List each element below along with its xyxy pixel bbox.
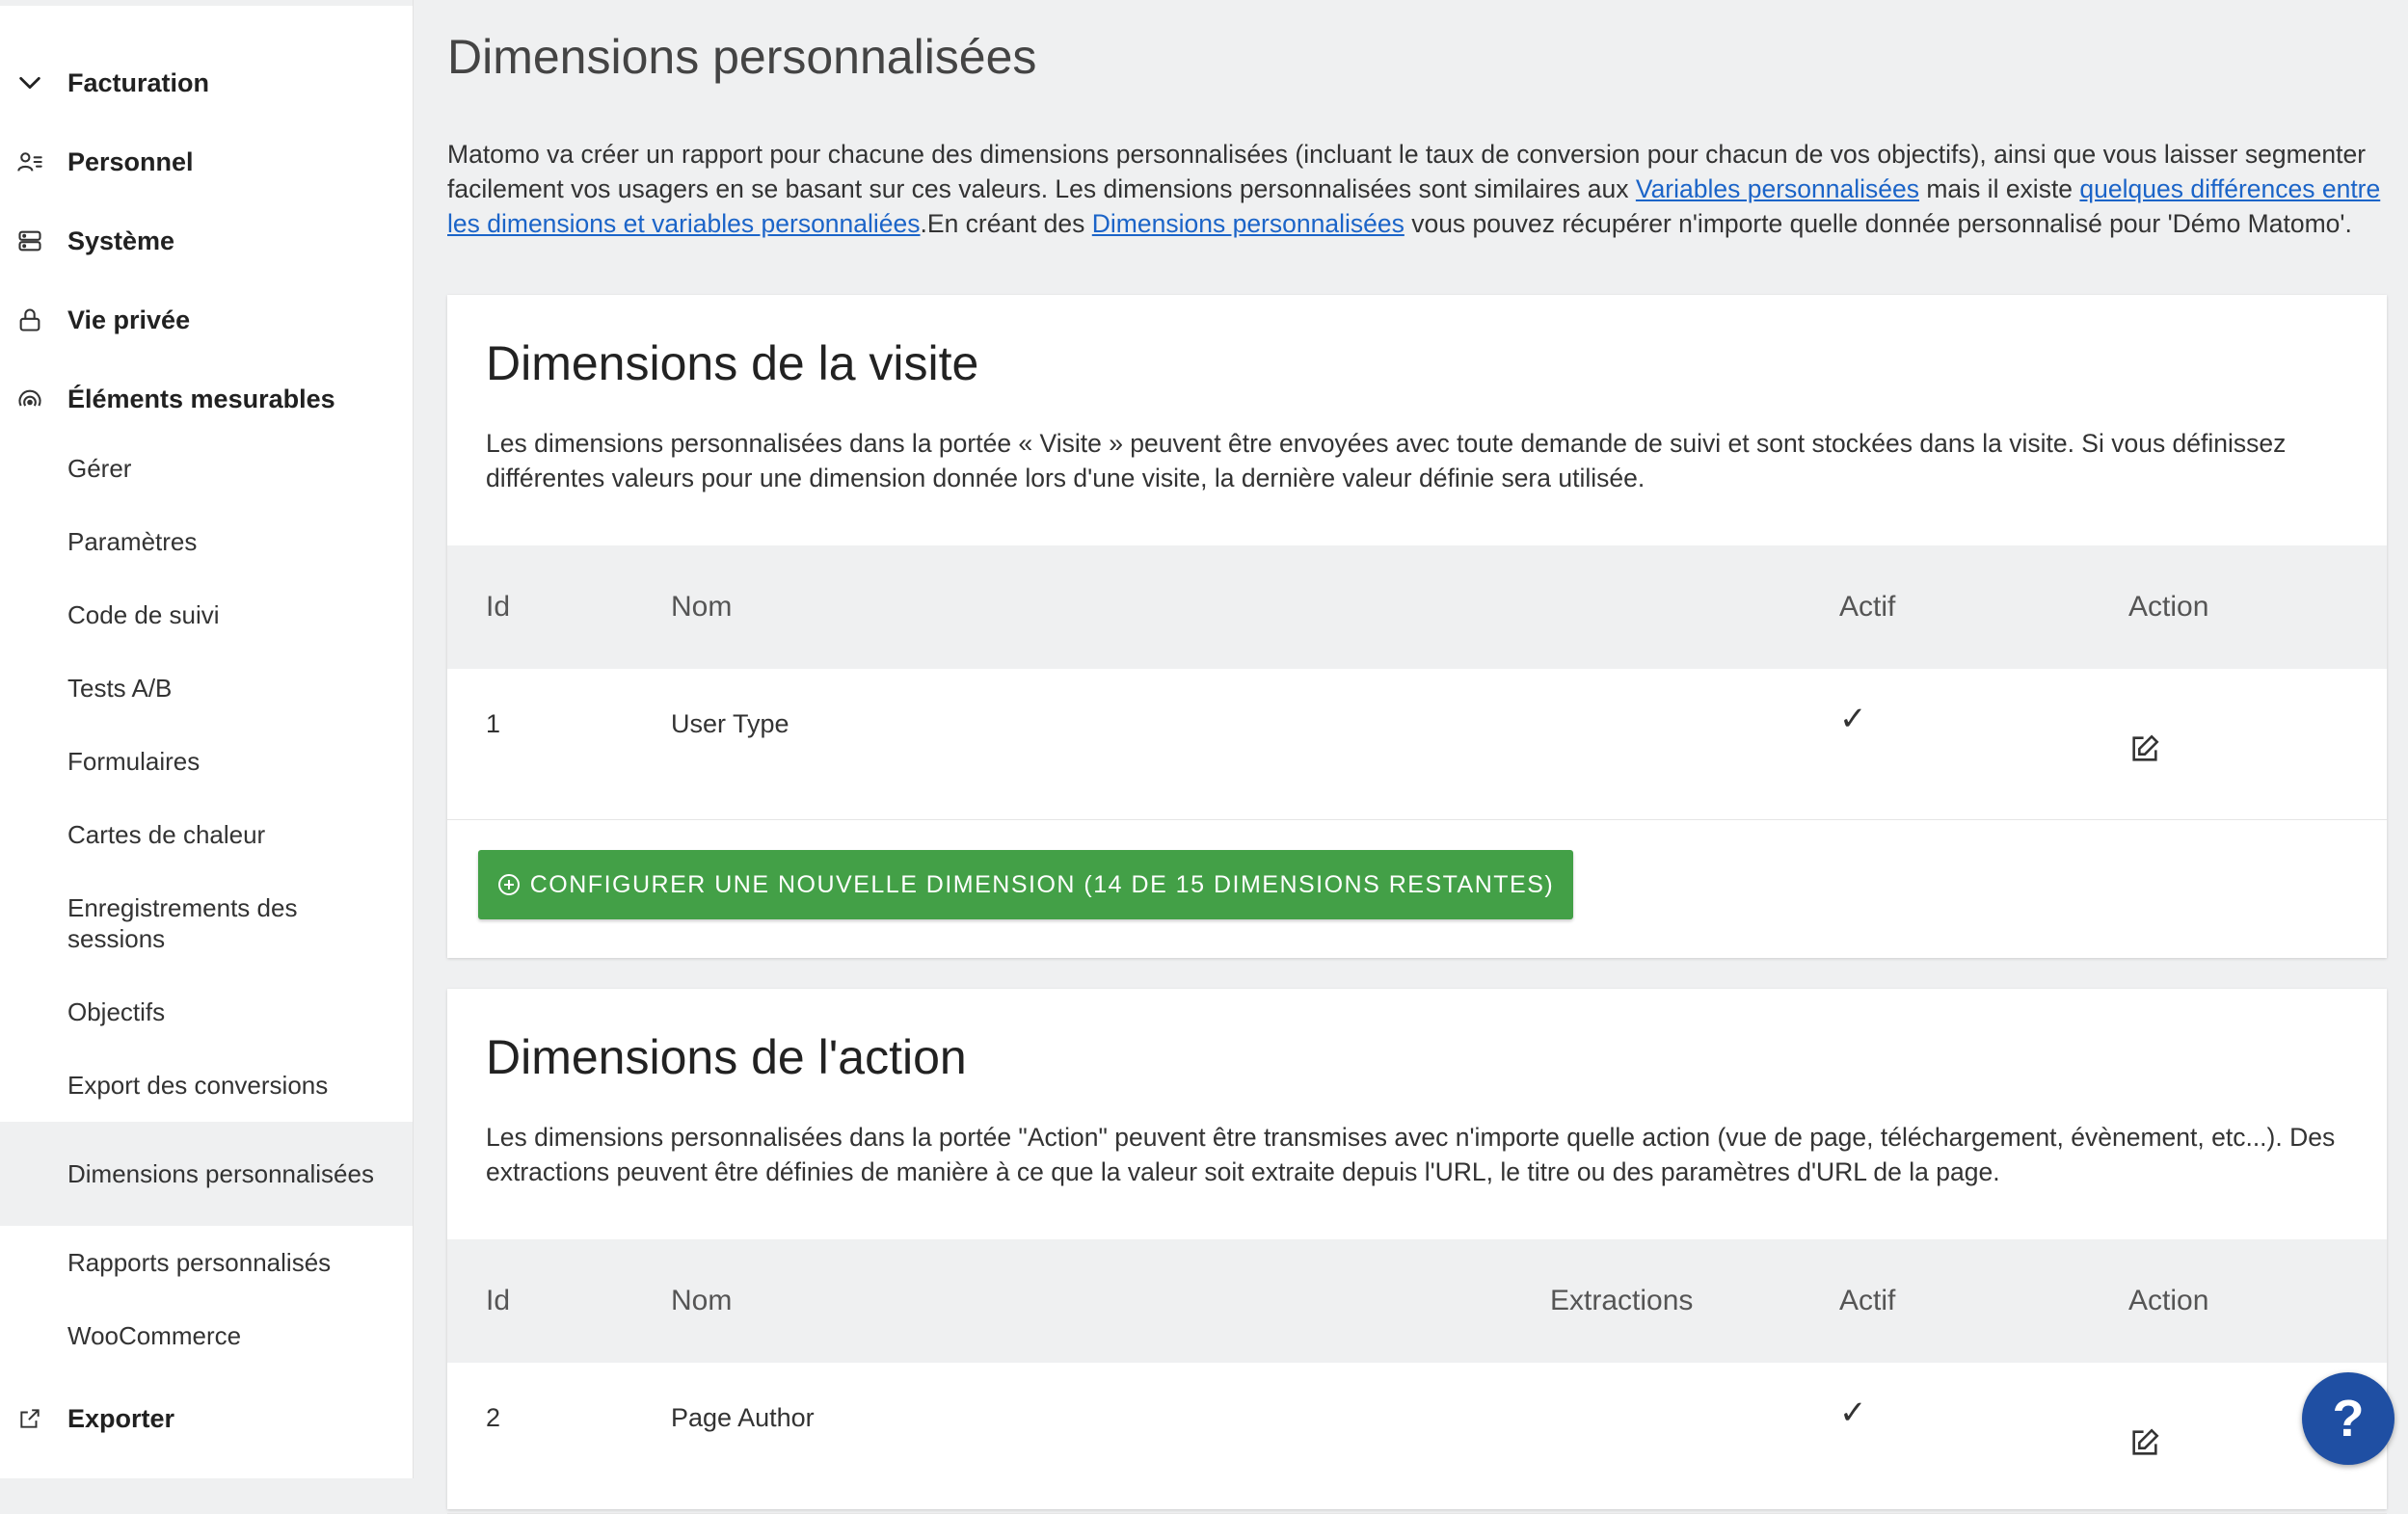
sidebar-item-tests-ab[interactable] [0,669,413,707]
check-icon: ✓ [1839,701,1867,737]
export-icon [15,1404,44,1433]
sidebar-item-cartes-de-chaleur[interactable] [0,815,413,854]
sidebar-item-code-de-suivi[interactable] [0,596,413,634]
plus-circle-icon [497,873,521,896]
sidebar-item-formulaires[interactable] [0,742,413,781]
add-dimension-label: CONFIGURER UNE NOUVELLE DIMENSION (14 DE 15 DIMENSIONS RESTANTES) [529,870,1555,898]
visit-table-header [447,545,2387,669]
column-header-id: Id [486,1285,511,1316]
sidebar-section-personnel[interactable] [0,133,413,191]
intro-paragraph [447,137,2395,241]
intro-text: mais il existe [1919,174,2080,203]
check-icon: ✓ [1839,1394,1867,1431]
intro-text: .En créant des [920,209,1092,238]
chevron-down-icon [15,68,44,97]
sidebar-item-label: Code de suivi [67,600,220,629]
column-header-name: Nom [671,591,733,623]
action-dimensions-title: Dimensions de l'action [486,1030,967,1084]
sidebar-item-parametres[interactable] [0,522,413,561]
sidebar-item-label: Formulaires [67,747,201,776]
column-header-action: Action [2128,591,2209,623]
sidebar-item-label: Objectifs [67,997,166,1026]
main-content [413,0,2408,1478]
edit-icon[interactable] [2128,1426,2161,1459]
sidebar-section-label: Personnel [67,146,194,176]
help-label: ? [2332,1390,2365,1448]
action-dimensions-card [447,989,2387,1509]
sidebar-item-woocommerce[interactable] [0,1316,413,1355]
link-differences[interactable]: quelques différences entre les dimensions et variables personnaliées [447,174,2381,238]
sidebar-item-label: Gérer [67,454,132,483]
sidebar-item-rapports-personnalises[interactable] [0,1243,413,1282]
sidebar-section-elements-mesurables[interactable] [0,370,413,428]
column-header-name: Nom [671,1285,733,1316]
sidebar-item-enregistrements[interactable] [0,889,413,958]
add-dimension-button[interactable] [478,850,1573,919]
sidebar-item-gerer[interactable] [0,449,413,488]
visit-dimensions-card [447,295,2387,958]
intro-text: vous pouvez récupérer n'importe quelle donnée personnalisé pour 'Démo Matomo'. [1404,209,2352,238]
sidebar-top-divider [0,0,413,6]
column-header-action: Action [2128,1285,2209,1316]
sidebar-section-label: Éléments mesurables [67,384,335,413]
sidebar-section-vie-privee[interactable] [0,291,413,349]
edit-icon[interactable] [2128,732,2161,765]
action-dimensions-description: Les dimensions personnalisées dans la portée "Action" peuvent être transmises avec n'importe quelle action (vue de page, téléchargement, évènement, etc...). Des extractions peuvent être définies de manière à ce que la valeur soit extraite depuis l'URL, le titre ou des paramètres d'URL de la page. [486,1123,2336,1186]
sidebar-item-label: Tests A/B [67,674,173,703]
sidebar-item-label: Dimensions personnalisées [67,1159,374,1188]
visit-dimensions-title: Dimensions de la visite [486,336,979,390]
sidebar-section-label: Système [67,226,175,255]
table-row [447,669,2387,820]
link-dimensions-personnalisees[interactable]: Dimensions personnalisées [1091,209,1405,238]
sidebar-item-label: Cartes de chaleur [67,820,266,849]
sidebar-item-objectifs[interactable] [0,993,413,1031]
row-id: 2 [486,1403,501,1432]
lock-icon [15,305,44,334]
action-table-header [447,1239,2387,1363]
measurable-icon [15,385,44,413]
sidebar-item-label: Rapports personnalisés [67,1248,332,1277]
users-icon [15,147,44,176]
help-button[interactable] [2302,1372,2395,1465]
row-id: 1 [486,709,501,738]
row-name: User Type [671,709,789,738]
sidebar-item-dimensions-personnalisees[interactable] [0,1122,413,1226]
sidebar-item-export-conversions[interactable] [0,1066,413,1104]
sidebar-item-label: Export des conversions [67,1071,329,1100]
sidebar-section-systeme[interactable] [0,212,413,270]
sidebar-section-label: Exporter [67,1403,175,1433]
intro-text: Matomo va créer un rapport pour chacune des dimensions personnalisées (incluant le taux de conversion pour chacun de vos objectifs), ainsi que vous laisser segmenter facilement vos usagers en se basant sur ces valeurs. Les dimensions personnalisées sont similaires aux [447,140,2367,203]
sidebar-section-exporter[interactable] [0,1390,413,1448]
sidebar-section-label: Vie privée [67,305,191,334]
column-header-id: Id [486,591,511,623]
column-header-active: Actif [1839,591,1896,623]
page-title: Dimensions personnalisées [447,30,1037,84]
row-name: Page Author [671,1403,815,1432]
sidebar-section-label: Facturation [67,67,210,97]
sidebar-item-label: Enregistrements des sessions [67,893,298,953]
table-row [447,1363,2387,1514]
sidebar [0,0,414,1478]
visit-dimensions-description: Les dimensions personnalisées dans la portée « Visite » peuvent être envoyées avec toute demande de suivi et sont stockées dans la visite. Si vous définissez différentes valeurs pour une dimension donnée lors d'une visite, la dernière valeur définie sera utilisée. [486,429,2287,492]
column-header-active: Actif [1839,1285,1896,1316]
server-icon [15,226,44,255]
sidebar-section-facturation[interactable] [0,54,413,112]
column-header-extractions: Extractions [1550,1285,1694,1316]
sidebar-item-label: Paramètres [67,527,198,556]
link-variables-personnalisees[interactable]: Variables personnalisées [1635,174,1919,203]
sidebar-item-label: WooCommerce [67,1321,242,1350]
